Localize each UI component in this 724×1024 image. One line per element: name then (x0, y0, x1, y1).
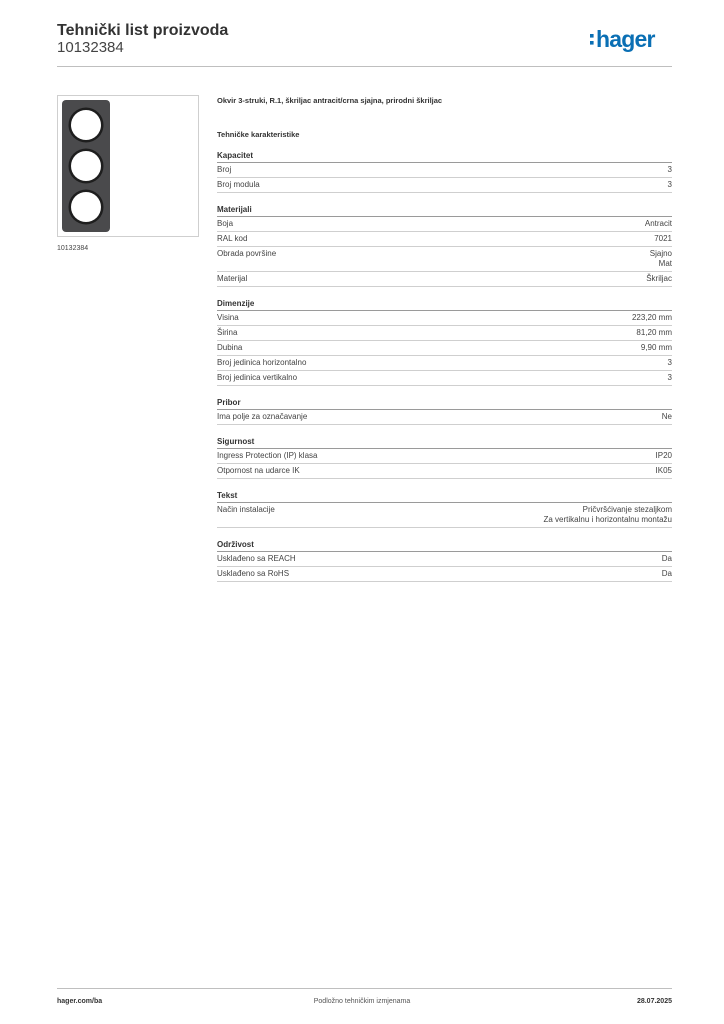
spec-value: Antracit (644, 219, 672, 228)
spec-value: 7021 (654, 234, 672, 243)
frame-3-gang-image (58, 96, 198, 236)
group-title: Pribor (217, 398, 672, 410)
group-title: Materijali (217, 205, 672, 217)
spec-label: Boja (217, 219, 234, 228)
spec-label: Materijal (217, 274, 248, 283)
spec-label: Broj modula (217, 180, 260, 189)
spec-value: Da (661, 569, 672, 578)
spec-row (217, 232, 672, 247)
footer-note: Podložno tehničkim izmjenama (313, 998, 411, 1005)
spec-label: Broj jedinica vertikalno (217, 373, 298, 382)
tech-heading: Tehničke karakteristike (217, 130, 300, 139)
spec-row (217, 552, 672, 567)
spec-groups (217, 151, 672, 582)
hager-logo-mark (590, 26, 672, 54)
spec-label: Otpornost na udarce IK (217, 466, 300, 475)
group-title: Dimenzije (217, 299, 672, 311)
spec-group (217, 151, 672, 193)
group-title: Sigurnost (217, 437, 672, 449)
spec-value: Ne (661, 412, 672, 421)
spec-row (217, 341, 672, 356)
group-title: Tekst (217, 491, 672, 503)
spec-row (217, 567, 672, 582)
group-title: Održivost (217, 540, 672, 552)
spec-row (217, 503, 672, 528)
spec-row (217, 410, 672, 425)
spec-value: Da (661, 554, 672, 563)
group-title: Kapacitet (217, 151, 672, 163)
spec-section (217, 96, 672, 582)
spec-row (217, 163, 672, 178)
hager-logo (590, 26, 672, 59)
spec-value: Škriljac (646, 274, 672, 283)
spec-label: Broj jedinica horizontalno (217, 358, 307, 367)
spec-group (217, 299, 672, 386)
spec-label: Visina (217, 313, 239, 322)
spec-group (217, 398, 672, 425)
footer-date: 28.07.2025 (636, 998, 672, 1005)
spec-label: Ima polje za označavanje (217, 412, 308, 421)
spec-value: 3 (667, 373, 672, 382)
spec-label: Usklađeno sa REACH (217, 554, 296, 563)
spec-row (217, 272, 672, 287)
spec-row (217, 371, 672, 386)
spec-value: 3 (667, 180, 672, 189)
spec-label: Usklađeno sa RoHS (217, 569, 290, 578)
spec-value: 3 (667, 165, 672, 174)
spec-value: 223,20 mm (631, 313, 672, 322)
spec-label: Širina (217, 328, 238, 337)
header-divider (57, 66, 672, 67)
spec-group (217, 540, 672, 582)
footer-website: hager.com/ba (57, 998, 103, 1005)
spec-value: IK05 (655, 466, 672, 475)
spec-row (217, 247, 672, 272)
image-caption: 10132384 (57, 245, 89, 252)
spec-group (217, 205, 672, 287)
spec-row (217, 356, 672, 371)
spec-label: Način instalacije (217, 505, 275, 514)
spec-value: IP20 (655, 451, 672, 460)
spec-label: Ingress Protection (IP) klasa (217, 451, 318, 460)
footer-divider (57, 988, 672, 989)
spec-row (217, 311, 672, 326)
spec-label: Obrada površine (217, 249, 277, 258)
spec-row (217, 449, 672, 464)
product-image (57, 95, 199, 237)
spec-value: 9,90 mm (640, 343, 672, 352)
spec-row (217, 326, 672, 341)
spec-label: RAL kod (217, 234, 248, 243)
spec-value: Pričvršćivanje stezaljkom Za vertikalnu i horizontalnu montažu (543, 505, 672, 524)
spec-row (217, 217, 672, 232)
spec-value: 81,20 mm (636, 328, 672, 337)
spec-label: Dubina (217, 343, 243, 352)
spec-label: Broj (217, 165, 232, 174)
page-title: Tehnički list proizvoda (57, 22, 229, 39)
spec-value: Sjajno Mat (649, 249, 672, 268)
spec-value: 3 (667, 358, 672, 367)
spec-group (217, 491, 672, 528)
product-description: Okvir 3-struki, R.1, škriljac antracit/crna sjajna, prirodni škriljac (217, 96, 443, 105)
spec-group (217, 437, 672, 479)
product-number: 10132384 (57, 39, 124, 56)
spec-row (217, 464, 672, 479)
svg-text:hager: hager (596, 26, 655, 52)
spec-row (217, 178, 672, 193)
